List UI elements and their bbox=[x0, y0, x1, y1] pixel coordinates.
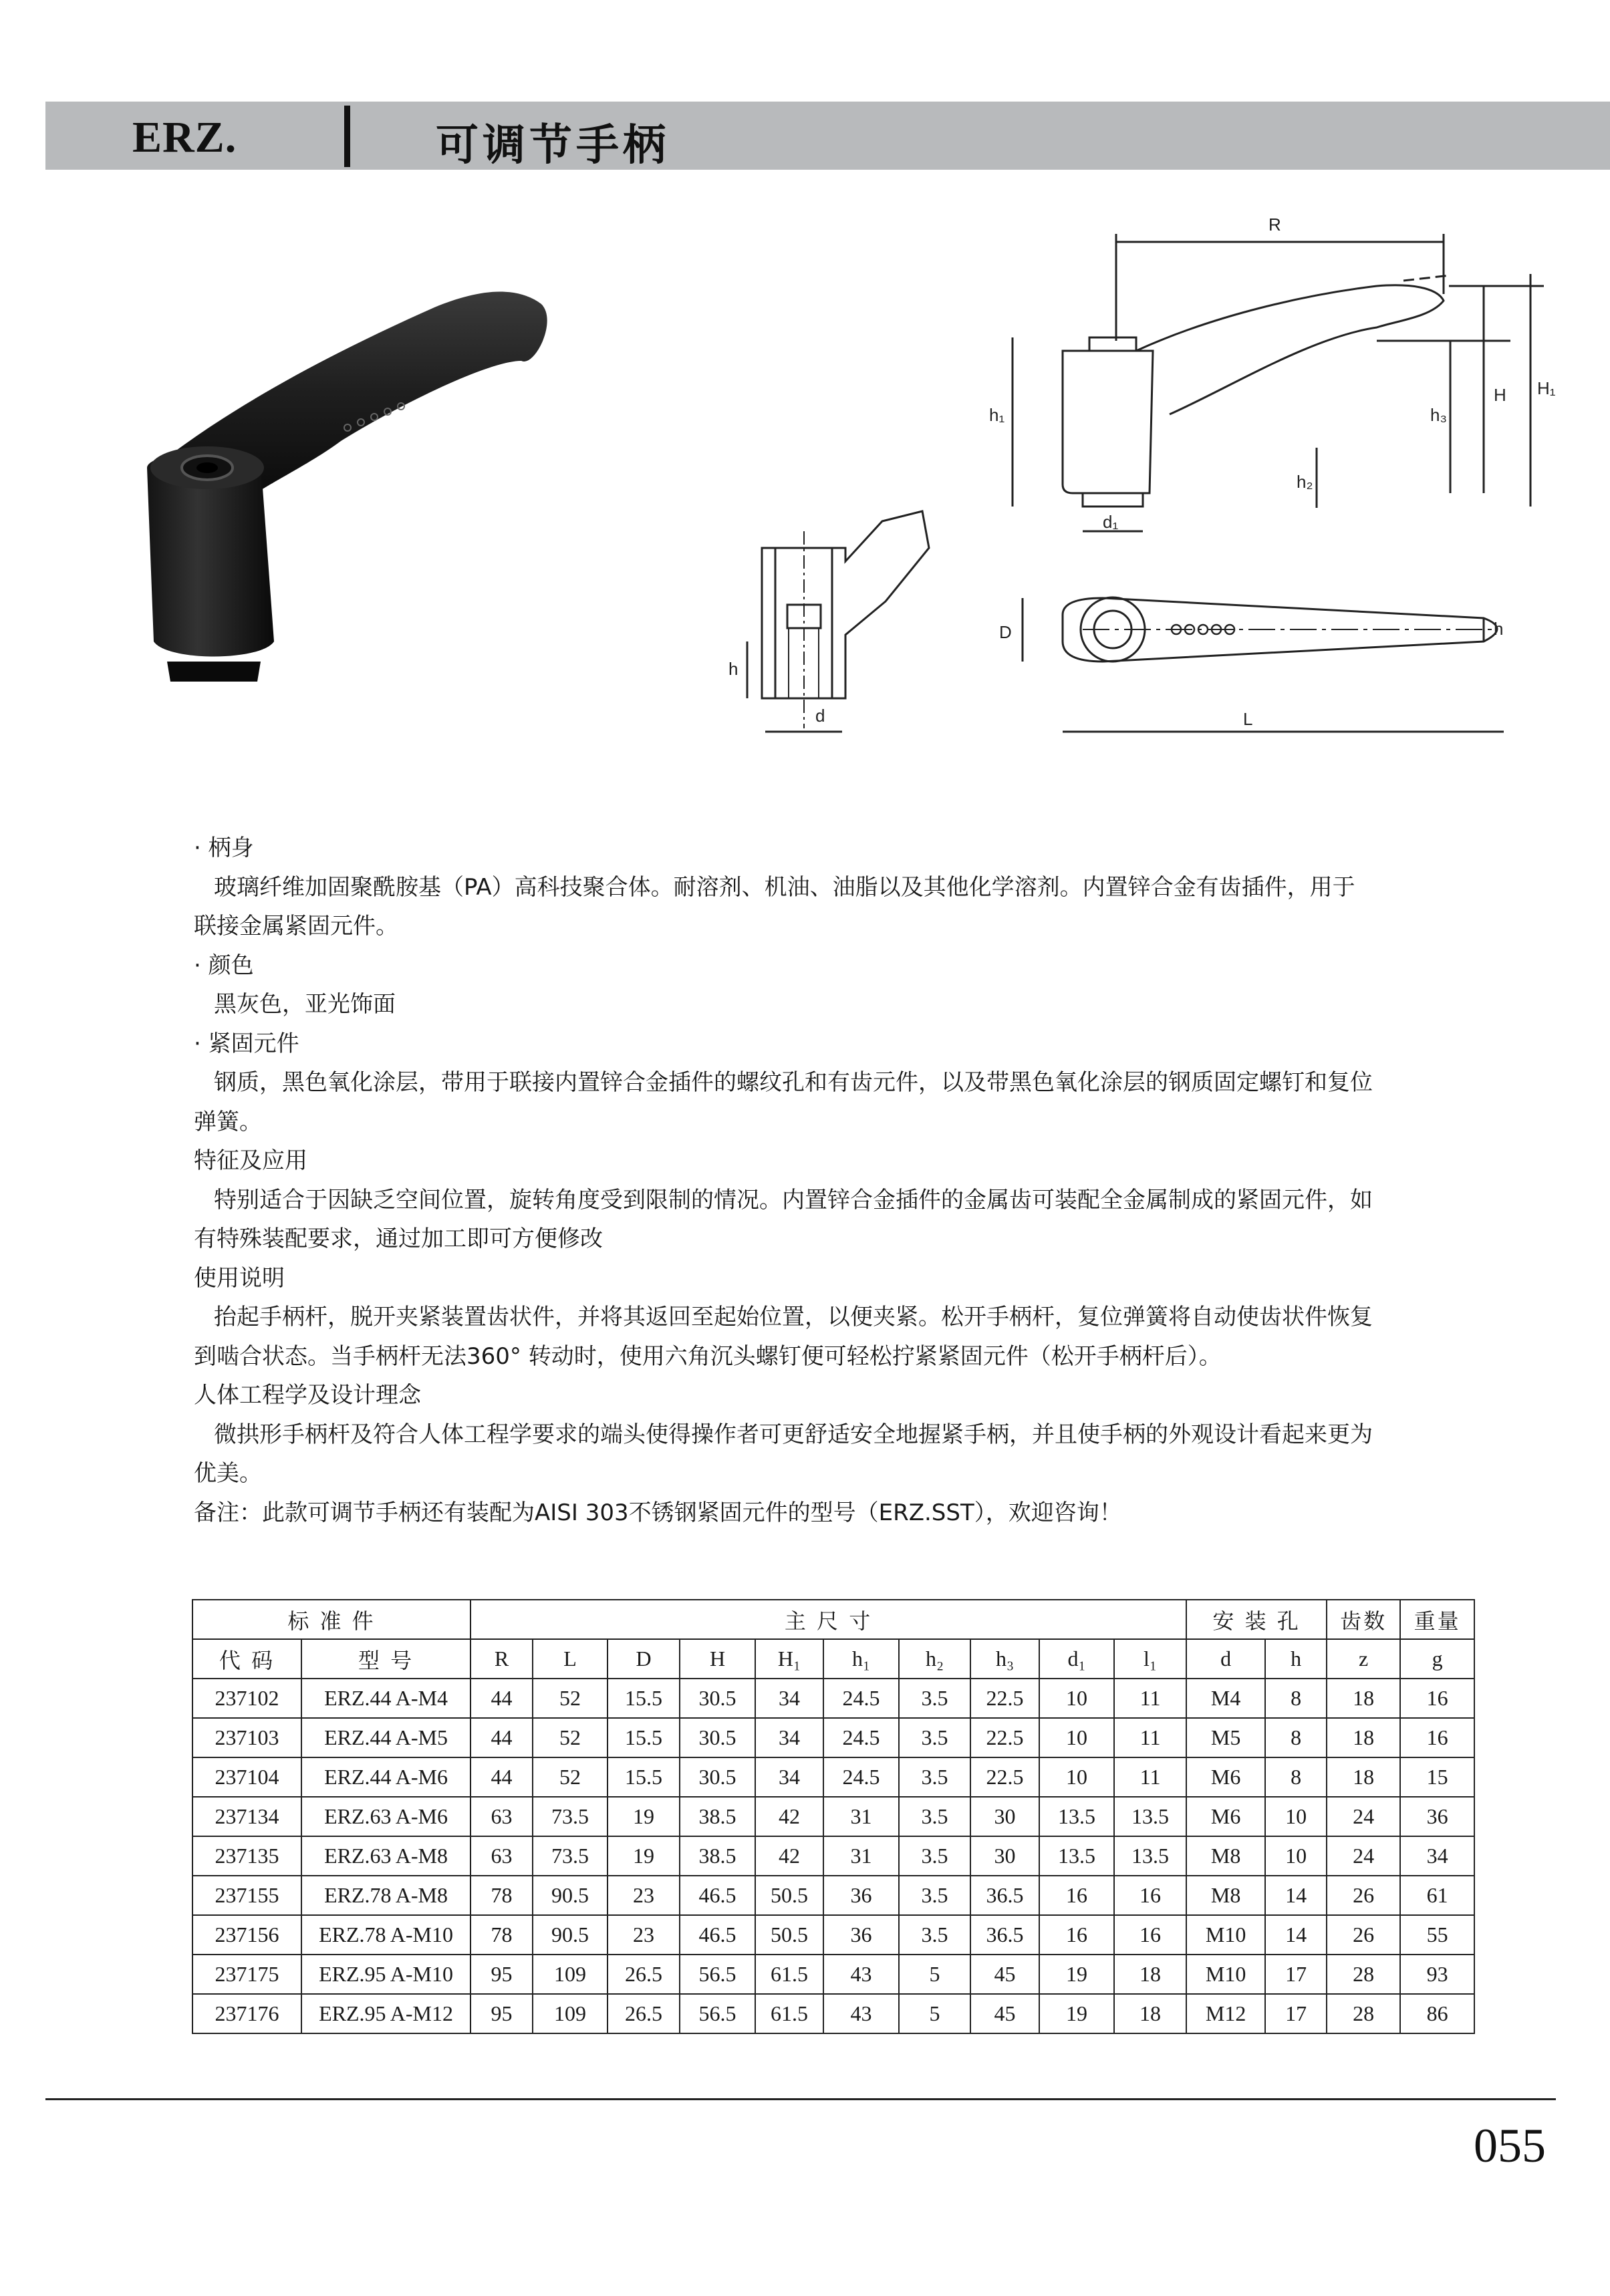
table-cell: 46.5 bbox=[680, 1876, 755, 1915]
table-cell: 24 bbox=[1327, 1797, 1400, 1836]
header-divider bbox=[344, 106, 350, 167]
table-cell: 28 bbox=[1327, 1955, 1400, 1994]
table-cell: 30.5 bbox=[680, 1757, 755, 1797]
table-cell: 237135 bbox=[192, 1836, 301, 1876]
table-column-row bbox=[192, 1639, 1474, 1679]
column-header: 型 号 bbox=[301, 1639, 471, 1679]
column-header: h₂ bbox=[899, 1639, 970, 1679]
table-group-row bbox=[192, 1600, 1474, 1639]
dim-H1: H₁ bbox=[1537, 378, 1556, 398]
text-line: 弹簧。 bbox=[194, 1108, 262, 1135]
table-cell: 30 bbox=[970, 1836, 1039, 1876]
table-cell: 30 bbox=[970, 1797, 1039, 1836]
table-cell: 8 bbox=[1265, 1757, 1327, 1797]
column-header: z bbox=[1327, 1639, 1400, 1679]
table-cell: 3.5 bbox=[899, 1836, 970, 1876]
dim-d1: d₁ bbox=[1103, 512, 1119, 532]
dim-R: R bbox=[1268, 214, 1281, 235]
table-cell: ERZ.44 A-M6 bbox=[301, 1757, 471, 1797]
column-header: D bbox=[608, 1639, 680, 1679]
table-cell: 44 bbox=[471, 1718, 533, 1757]
table-cell: 45 bbox=[970, 1994, 1039, 2033]
table-cell: 16 bbox=[1114, 1915, 1186, 1955]
table-row bbox=[192, 1797, 1474, 1836]
table-cell: 17 bbox=[1265, 1994, 1327, 2033]
column-header: h₃ bbox=[970, 1639, 1039, 1679]
table-cell: 8 bbox=[1265, 1679, 1327, 1718]
table-cell: 18 bbox=[1327, 1718, 1400, 1757]
table-cell: 13.5 bbox=[1114, 1797, 1186, 1836]
table-cell: 34 bbox=[755, 1718, 823, 1757]
description-text bbox=[194, 829, 1504, 1532]
table-cell: 36 bbox=[1400, 1797, 1474, 1836]
table-cell: 56.5 bbox=[680, 1994, 755, 2033]
table-cell: 18 bbox=[1114, 1955, 1186, 1994]
table-cell: 34 bbox=[755, 1757, 823, 1797]
table-cell: 38.5 bbox=[680, 1797, 755, 1836]
dim-h2: h₂ bbox=[1297, 472, 1313, 492]
table-cell: 31 bbox=[823, 1797, 899, 1836]
table-cell: 95 bbox=[471, 1994, 533, 2033]
column-header: d bbox=[1186, 1639, 1265, 1679]
table-cell: M6 bbox=[1186, 1797, 1265, 1836]
table-cell: 13.5 bbox=[1039, 1836, 1114, 1876]
table-cell: 93 bbox=[1400, 1955, 1474, 1994]
table-cell: 45 bbox=[970, 1955, 1039, 1994]
table-cell: 73.5 bbox=[533, 1797, 608, 1836]
table-cell: 28 bbox=[1327, 1994, 1400, 2033]
table-cell: 86 bbox=[1400, 1994, 1474, 2033]
table-cell: 90.5 bbox=[533, 1915, 608, 1955]
text-line: 黑灰色，亚光饰面 bbox=[214, 991, 396, 1018]
group-mounting-hole: 安 装 孔 bbox=[1186, 1600, 1327, 1639]
table-cell: ERZ.44 A-M4 bbox=[301, 1679, 471, 1718]
table-cell: ERZ.63 A-M6 bbox=[301, 1797, 471, 1836]
table-cell: M4 bbox=[1186, 1679, 1265, 1718]
table-row bbox=[192, 1757, 1474, 1797]
table-cell: ERZ.44 A-M5 bbox=[301, 1718, 471, 1757]
table-cell: 15.5 bbox=[608, 1718, 680, 1757]
table-cell: 30.5 bbox=[680, 1718, 755, 1757]
table-cell: 18 bbox=[1327, 1679, 1400, 1718]
table-cell: ERZ.78 A-M10 bbox=[301, 1915, 471, 1955]
table-cell: 44 bbox=[471, 1757, 533, 1797]
table-cell: 237103 bbox=[192, 1718, 301, 1757]
table-cell: 16 bbox=[1400, 1718, 1474, 1757]
table-cell: 22.5 bbox=[970, 1757, 1039, 1797]
table-cell: 18 bbox=[1327, 1757, 1400, 1797]
table-cell: 3.5 bbox=[899, 1679, 970, 1718]
column-header: L bbox=[533, 1639, 608, 1679]
table-cell: 23 bbox=[608, 1876, 680, 1915]
table-cell: 52 bbox=[533, 1679, 608, 1718]
table-cell: 3.5 bbox=[899, 1797, 970, 1836]
column-header: g bbox=[1400, 1639, 1474, 1679]
column-header: h₁ bbox=[823, 1639, 899, 1679]
group-standard: 标 准 件 bbox=[192, 1600, 471, 1639]
table-cell: 61.5 bbox=[755, 1994, 823, 2033]
table-cell: 10 bbox=[1265, 1797, 1327, 1836]
table-cell: 36 bbox=[823, 1876, 899, 1915]
table-cell: 73.5 bbox=[533, 1836, 608, 1876]
table-cell: 26.5 bbox=[608, 1994, 680, 2033]
table-cell: 5 bbox=[899, 1994, 970, 2033]
table-cell: M10 bbox=[1186, 1955, 1265, 1994]
group-teeth: 齿数 bbox=[1327, 1600, 1400, 1639]
table-cell: 3.5 bbox=[899, 1757, 970, 1797]
text-line: 备注：此款可调节手柄还有装配为AISI 303不锈钢紧固元件的型号（ERZ.SST），欢迎咨询！ bbox=[194, 1499, 1122, 1526]
text-line: 联接金属紧固元件。 bbox=[194, 913, 398, 940]
table-cell: 26.5 bbox=[608, 1955, 680, 1994]
table-cell: 237134 bbox=[192, 1797, 301, 1836]
table-cell: M6 bbox=[1186, 1757, 1265, 1797]
table-cell: 8 bbox=[1265, 1718, 1327, 1757]
table-cell: 61.5 bbox=[755, 1955, 823, 1994]
table-row bbox=[192, 1876, 1474, 1915]
dim-h3: h₃ bbox=[1430, 405, 1448, 425]
table-cell: M8 bbox=[1186, 1836, 1265, 1876]
table-cell: 18 bbox=[1114, 1994, 1186, 2033]
column-header: d₁ bbox=[1039, 1639, 1114, 1679]
table-cell: 46.5 bbox=[680, 1915, 755, 1955]
table-cell: 5 bbox=[899, 1955, 970, 1994]
table-cell: 19 bbox=[608, 1836, 680, 1876]
column-header: 代 码 bbox=[192, 1639, 301, 1679]
table-cell: ERZ.95 A-M12 bbox=[301, 1994, 471, 2033]
table-cell: 50.5 bbox=[755, 1915, 823, 1955]
column-header: R bbox=[471, 1639, 533, 1679]
table-cell: 3.5 bbox=[899, 1718, 970, 1757]
table-cell: 56.5 bbox=[680, 1955, 755, 1994]
table-cell: 95 bbox=[471, 1955, 533, 1994]
table-cell: 43 bbox=[823, 1994, 899, 2033]
page-number: 055 bbox=[1474, 2119, 1546, 2172]
table-cell: 26 bbox=[1327, 1876, 1400, 1915]
column-header: H bbox=[680, 1639, 755, 1679]
table-row bbox=[192, 1955, 1474, 1994]
table-cell: 34 bbox=[1400, 1836, 1474, 1876]
table-cell: ERZ.95 A-M10 bbox=[301, 1955, 471, 1994]
table-cell: 11 bbox=[1114, 1757, 1186, 1797]
header-bar bbox=[45, 102, 1610, 170]
dim-H: H bbox=[1494, 385, 1506, 405]
text-line: 人体工程学及设计理念 bbox=[194, 1382, 421, 1409]
table-cell: 237175 bbox=[192, 1955, 301, 1994]
table-cell: 10 bbox=[1039, 1757, 1114, 1797]
text-line: 抬起手柄杆，脱开夹紧装置齿状件，并将其返回至起始位置，以便夹紧。松开手柄杆，复位弹簧将自动使齿状件恢复 bbox=[214, 1304, 1373, 1330]
table-cell: 15.5 bbox=[608, 1679, 680, 1718]
table-cell: 15.5 bbox=[608, 1757, 680, 1797]
text-line: 使用说明 bbox=[194, 1264, 285, 1292]
table-cell: 42 bbox=[755, 1836, 823, 1876]
text-line: · 柄身 bbox=[194, 835, 254, 861]
table-row bbox=[192, 1718, 1474, 1757]
table-cell: 11 bbox=[1114, 1718, 1186, 1757]
table-cell: 50.5 bbox=[755, 1876, 823, 1915]
table-cell: 10 bbox=[1265, 1836, 1327, 1876]
dim-lh: h bbox=[1494, 619, 1504, 639]
table-cell: 16 bbox=[1039, 1915, 1114, 1955]
column-header: h bbox=[1265, 1639, 1327, 1679]
text-line: 钢质，黑色氧化涂层，带用于联接内置锌合金插件的螺纹孔和有齿元件，以及带黑色氧化涂层的钢质固定螺钉和复位 bbox=[214, 1069, 1373, 1096]
table-row bbox=[192, 1836, 1474, 1876]
table-cell: 90.5 bbox=[533, 1876, 608, 1915]
group-weight: 重量 bbox=[1400, 1600, 1474, 1639]
text-line: · 颜色 bbox=[194, 952, 254, 979]
table-cell: 52 bbox=[533, 1757, 608, 1797]
dim-h1: h₁ bbox=[989, 405, 1005, 425]
product-code: ERZ. bbox=[132, 113, 237, 162]
table-cell: 23 bbox=[608, 1915, 680, 1955]
technical-drawing bbox=[708, 200, 1556, 762]
table-cell: 36.5 bbox=[970, 1915, 1039, 1955]
table-cell: 14 bbox=[1265, 1876, 1327, 1915]
table-cell: 13.5 bbox=[1114, 1836, 1186, 1876]
table-cell: 52 bbox=[533, 1718, 608, 1757]
table-cell: 36 bbox=[823, 1915, 899, 1955]
table-cell: 44 bbox=[471, 1679, 533, 1718]
table-cell: ERZ.63 A-M8 bbox=[301, 1836, 471, 1876]
table-cell: 237156 bbox=[192, 1915, 301, 1955]
table-cell: 10 bbox=[1039, 1679, 1114, 1718]
table-cell: 16 bbox=[1039, 1876, 1114, 1915]
product-photo bbox=[140, 267, 622, 682]
dim-D: D bbox=[999, 622, 1012, 642]
table-cell: 17 bbox=[1265, 1955, 1327, 1994]
table-cell: 19 bbox=[1039, 1994, 1114, 2033]
table-cell: 22.5 bbox=[970, 1718, 1039, 1757]
table-cell: 15 bbox=[1400, 1757, 1474, 1797]
text-line: · 紧固元件 bbox=[194, 1030, 299, 1057]
table-cell: 42 bbox=[755, 1797, 823, 1836]
group-main-dimensions: 主 尺 寸 bbox=[471, 1600, 1186, 1639]
dim-h: h bbox=[728, 659, 739, 679]
text-line: 有特殊装配要求，通过加工即可方便修改 bbox=[194, 1226, 603, 1252]
table-cell: 24.5 bbox=[823, 1718, 899, 1757]
table-cell: 38.5 bbox=[680, 1836, 755, 1876]
text-line: 优美。 bbox=[194, 1460, 262, 1487]
table-cell: 19 bbox=[608, 1797, 680, 1836]
table-cell: 43 bbox=[823, 1955, 899, 1994]
text-line: 特别适合于因缺乏空间位置，旋转角度受到限制的情况。内置锌合金插件的金属齿可装配全金属制成的紧固元件，如 bbox=[214, 1186, 1373, 1213]
table-cell: 55 bbox=[1400, 1915, 1474, 1955]
table-cell: M8 bbox=[1186, 1876, 1265, 1915]
table-cell: 3.5 bbox=[899, 1915, 970, 1955]
table-cell: M5 bbox=[1186, 1718, 1265, 1757]
table-cell: 3.5 bbox=[899, 1876, 970, 1915]
table-cell: 63 bbox=[471, 1797, 533, 1836]
table-cell: 78 bbox=[471, 1915, 533, 1955]
table-row bbox=[192, 1679, 1474, 1718]
dim-L: L bbox=[1243, 709, 1253, 729]
table-cell: 237104 bbox=[192, 1757, 301, 1797]
spec-table bbox=[192, 1599, 1475, 2034]
table-cell: 109 bbox=[533, 1994, 608, 2033]
table-cell: 237176 bbox=[192, 1994, 301, 2033]
table-cell: 16 bbox=[1114, 1876, 1186, 1915]
text-line: 微拱形手柄杆及符合人体工程学要求的端头使得操作者可更舒适安全地握紧手柄，并且使手柄的外观设计看起来更为 bbox=[214, 1421, 1373, 1448]
column-header: l₁ bbox=[1114, 1639, 1186, 1679]
table-cell: 31 bbox=[823, 1836, 899, 1876]
table-cell: 26 bbox=[1327, 1915, 1400, 1955]
footer-line bbox=[45, 2098, 1556, 2100]
table-cell: 24 bbox=[1327, 1836, 1400, 1876]
table-cell: 237102 bbox=[192, 1679, 301, 1718]
table-cell: 24.5 bbox=[823, 1757, 899, 1797]
table-cell: 30.5 bbox=[680, 1679, 755, 1718]
table-row bbox=[192, 1994, 1474, 2033]
dim-d: d bbox=[815, 706, 825, 726]
table-cell: 11 bbox=[1114, 1679, 1186, 1718]
table-cell: 36.5 bbox=[970, 1876, 1039, 1915]
table-cell: 19 bbox=[1039, 1955, 1114, 1994]
table-cell: 78 bbox=[471, 1876, 533, 1915]
table-cell: 10 bbox=[1039, 1718, 1114, 1757]
table-cell: 34 bbox=[755, 1679, 823, 1718]
table-cell: M10 bbox=[1186, 1915, 1265, 1955]
table-cell: 13.5 bbox=[1039, 1797, 1114, 1836]
page-title: 可调节手柄 bbox=[436, 121, 670, 170]
text-line: 到啮合状态。当手柄杆无法360° 转动时，使用六角沉头螺钉便可轻松拧紧紧固元件（松开手柄杆后）。 bbox=[194, 1342, 1222, 1370]
table-cell: 63 bbox=[471, 1836, 533, 1876]
table-cell: 109 bbox=[533, 1955, 608, 1994]
table-cell: 22.5 bbox=[970, 1679, 1039, 1718]
column-header: H₁ bbox=[755, 1639, 823, 1679]
table-cell: 16 bbox=[1400, 1679, 1474, 1718]
table-cell: ERZ.78 A-M8 bbox=[301, 1876, 471, 1915]
table-cell: 14 bbox=[1265, 1915, 1327, 1955]
table-cell: M12 bbox=[1186, 1994, 1265, 2033]
table-cell: 61 bbox=[1400, 1876, 1474, 1915]
table-row bbox=[192, 1915, 1474, 1955]
text-line: 玻璃纤维加固聚酰胺基（PA）高科技聚合体。耐溶剂、机油、油脂以及其他化学溶剂。内置锌合金有齿插件，用于 bbox=[214, 873, 1355, 901]
table-cell: 237155 bbox=[192, 1876, 301, 1915]
table-cell: 24.5 bbox=[823, 1679, 899, 1718]
text-line: 特征及应用 bbox=[194, 1147, 307, 1174]
